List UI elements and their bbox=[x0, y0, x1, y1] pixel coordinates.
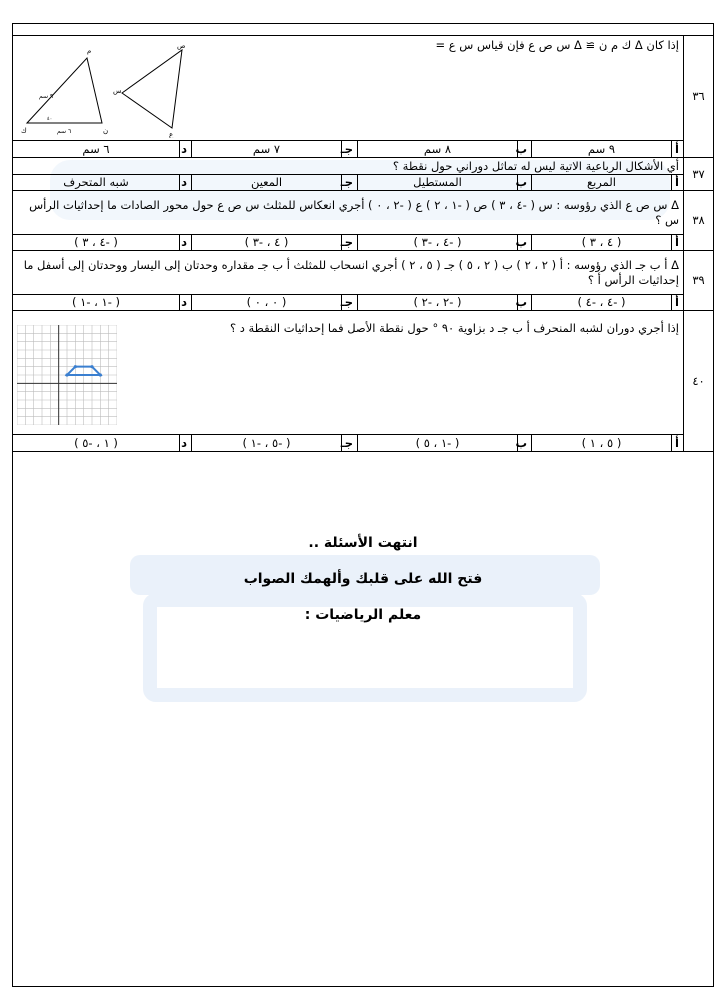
option-letter: د bbox=[180, 435, 192, 452]
option-d[interactable]: ( ١ ، -٥ ) bbox=[13, 435, 180, 452]
option-a[interactable]: ( ٥ ، ١ ) bbox=[532, 435, 672, 452]
trapezoid-grid-figure bbox=[17, 325, 117, 425]
option-letter: أ bbox=[672, 295, 684, 311]
vertex-label: م bbox=[87, 47, 92, 55]
vertex-label: ك bbox=[21, 127, 27, 135]
question-number: ٤٠ bbox=[684, 311, 714, 452]
vertex-label: س bbox=[113, 87, 122, 95]
questions-table bbox=[12, 35, 714, 452]
option-letter: أ bbox=[672, 175, 684, 191]
question-stem: أي الأشكال الرباعية الاتية ليس له تماثل دوراني حول نقطة ؟ bbox=[13, 158, 684, 175]
option-c[interactable]: ( ٠ ، ٠ ) bbox=[192, 295, 342, 311]
vertex-label: ص bbox=[177, 42, 186, 50]
option-a[interactable]: ٩ سم bbox=[532, 141, 672, 158]
option-a[interactable]: ( -٤ ، -٤ ) bbox=[532, 295, 672, 311]
side-label: ٦ سم bbox=[57, 128, 72, 135]
option-letter: جـ bbox=[342, 295, 358, 311]
option-d[interactable]: ( -٤ ، ٣ ) bbox=[13, 235, 180, 251]
footer-end-note: انتهت الأسئلة .. bbox=[308, 535, 418, 551]
option-letter: أ bbox=[672, 435, 684, 452]
question-number: ٣٦ bbox=[684, 36, 714, 158]
option-letter: أ bbox=[672, 235, 684, 251]
option-letter: د bbox=[180, 175, 192, 191]
question-number: ٣٩ bbox=[684, 251, 714, 311]
option-b[interactable]: ( -١ ، ٥ ) bbox=[358, 435, 518, 452]
option-letter: جـ bbox=[342, 435, 358, 452]
option-letter: جـ bbox=[342, 235, 358, 251]
option-c[interactable]: المعين bbox=[192, 175, 342, 191]
footer-blessing: فتح الله على قلبك وألهمك الصواب bbox=[243, 571, 483, 587]
option-d[interactable]: ٦ سم bbox=[13, 141, 180, 158]
option-c[interactable]: ٧ سم bbox=[192, 141, 342, 158]
option-letter: ب bbox=[518, 141, 532, 158]
option-letter: ب bbox=[518, 235, 532, 251]
question-stem: Δ أ ب جـ الذي رؤوسه : أ ( ٢ ، ٢ ) ب ( ٢ ، ٥ ) جـ ( ٥ ، ٢ ) أجري انسحاب للمثلث أ ب جـ مقداره وحدتان إلى اليسار ووحدتان إلى أسفل ما إحداثيات الرأس أ ؟ bbox=[13, 251, 684, 295]
option-letter: جـ bbox=[342, 141, 358, 158]
option-a[interactable]: ( ٤ ، ٣ ) bbox=[532, 235, 672, 251]
option-letter: ب bbox=[518, 295, 532, 311]
side-label: ٩ سم bbox=[39, 93, 54, 100]
option-d[interactable]: ( -١ ، -١ ) bbox=[13, 295, 180, 311]
option-b[interactable]: المستطيل bbox=[358, 175, 518, 191]
vertex-label: ن bbox=[103, 127, 109, 135]
option-a[interactable]: المربع bbox=[532, 175, 672, 191]
question-stem bbox=[13, 311, 684, 435]
option-b[interactable]: ( -٢ ، -٢ ) bbox=[358, 295, 518, 311]
question-number: ٣٧ bbox=[684, 158, 714, 191]
option-letter: جـ bbox=[342, 175, 358, 191]
option-letter: د bbox=[180, 235, 192, 251]
question-stem: Δ س ص ع الذي رؤوسه : س ( -٤ ، ٣ ) ص ( -١ ، ٢ ) ع ( -٢ ، ٠ ) أجري انعكاس للمثلث س ص ع حول محور الصادات ما إحداثيات الرأس س ؟ bbox=[13, 191, 684, 235]
option-c[interactable]: ( -٥ ، -١ ) bbox=[192, 435, 342, 452]
stem-text: إذا أجري دوران لشبه المنحرف أ ب جـ د بزاوية ٩٠ ° حول نقطة الأصل فما إحداثيات النقطة د ؟ bbox=[229, 320, 679, 335]
angle-label: ٤٠ bbox=[47, 116, 53, 122]
option-letter: ب bbox=[518, 435, 532, 452]
question-stem bbox=[13, 36, 684, 141]
option-letter: د bbox=[180, 141, 192, 158]
option-letter: أ bbox=[672, 141, 684, 158]
option-letter: ب bbox=[518, 175, 532, 191]
option-b[interactable]: ٨ سم bbox=[358, 141, 518, 158]
vertex-label: ع bbox=[169, 131, 174, 138]
question-number: ٣٨ bbox=[684, 191, 714, 251]
congruent-triangles-figure bbox=[17, 38, 187, 138]
option-d[interactable]: شبه المتحرف bbox=[13, 175, 180, 191]
option-letter: د bbox=[180, 295, 192, 311]
option-b[interactable]: ( -٤ ، -٣ ) bbox=[358, 235, 518, 251]
footer-teacher: معلم الرياضيات : bbox=[304, 607, 422, 623]
stem-text: إذا كان Δ ك م ن ≅ Δ س ص ع فإن قياس س ع = bbox=[435, 38, 679, 52]
option-c[interactable]: ( ٤ ، -٣ ) bbox=[192, 235, 342, 251]
